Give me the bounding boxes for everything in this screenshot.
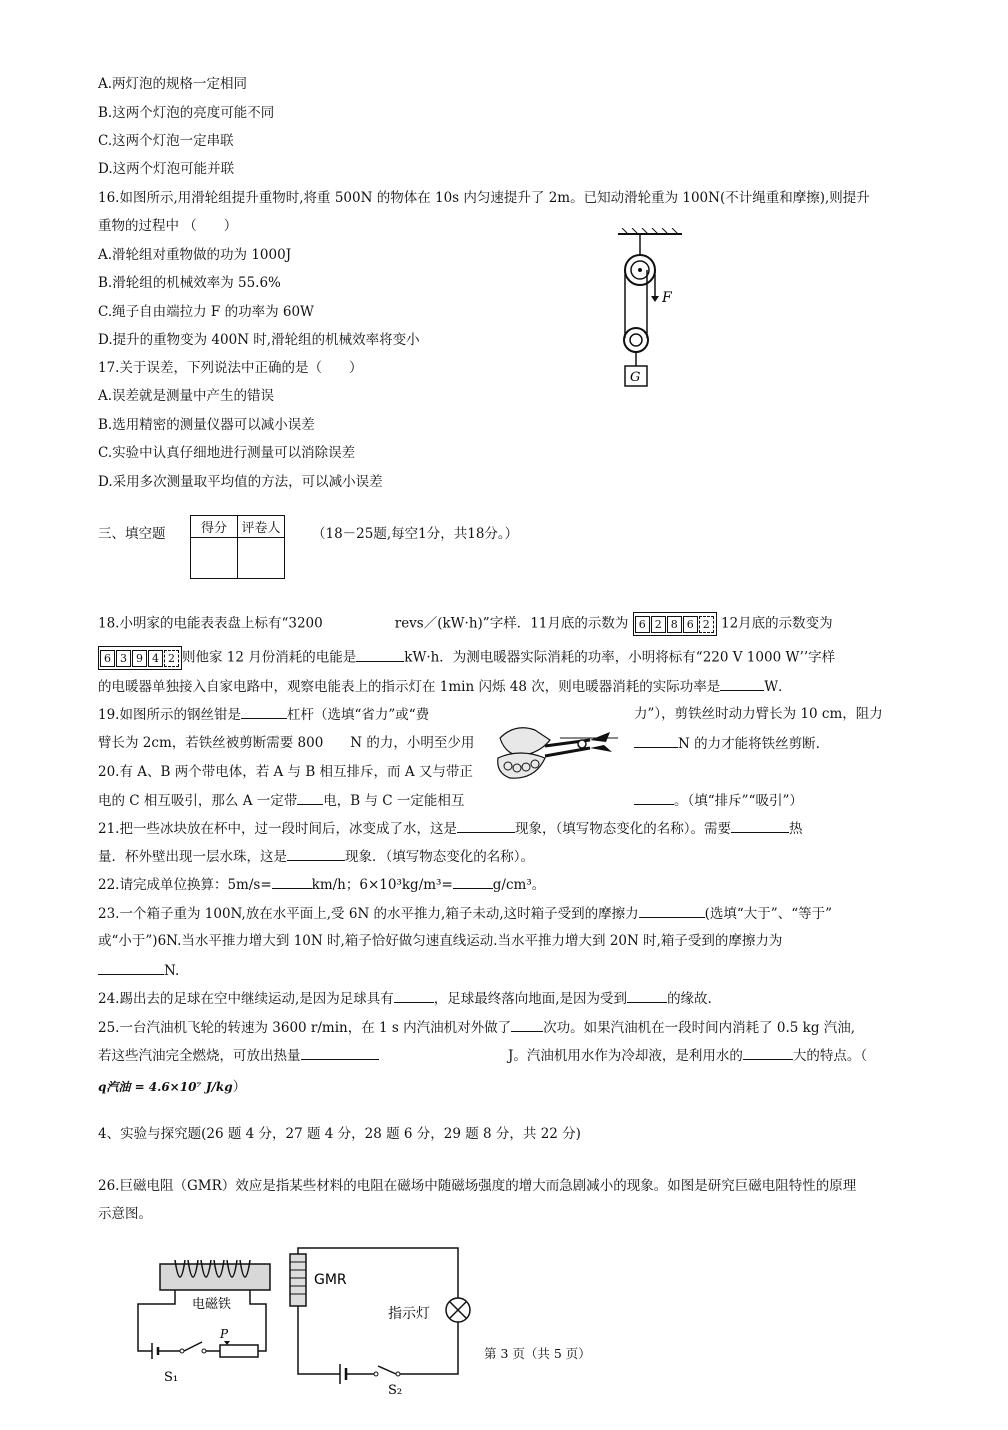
q16-stem-line1: 16.如图所示,用滑轮组提升重物时,将重 500N 的物体在 10s 内匀速提升了 2m。已知动滑轮重为 100N(不计绳重和摩擦),则提升 (98, 190, 870, 206)
q23-text-4: N. (164, 963, 180, 979)
q16-option-a: A.滑轮组对重物做的功为 1000J (98, 247, 292, 263)
q16-stem-line2: 重物的过程中 （ ） (98, 218, 238, 234)
q25-text-1: 25.一台汽油机飞轮的转速为 3600 r/min，在 1 s 内汽油机对外做了 (98, 1020, 512, 1036)
q18-text-6: 的电暖器单独接入自家电路中，观察电能表上的指示灯在 1min 闪烁 48 次，则电暖器消耗的实际功率是 (98, 679, 721, 695)
meter-digit-decimal: 2 (699, 616, 714, 633)
q25-text-5: 大的特点。（ (792, 1048, 868, 1064)
meter-digit: 3 (116, 650, 131, 667)
answer-blank[interactable] (394, 988, 434, 1003)
q24-text-2: ，足球最终落向地面,是因为受到 (433, 991, 628, 1007)
q18-line1 (98, 612, 833, 636)
answer-blank[interactable] (627, 988, 667, 1003)
meter-digit: 6 (683, 616, 698, 633)
q18-line2 (98, 646, 835, 670)
q22-line (98, 874, 545, 895)
q22-text-2: km/h；6×10³kg/m³= (311, 877, 453, 893)
answer-blank[interactable] (453, 874, 493, 889)
indicator-lamp-label: 指示灯 (388, 1306, 430, 1322)
q25-line2 (98, 1045, 379, 1066)
answer-blank[interactable] (297, 790, 323, 805)
answer-blank[interactable] (356, 647, 404, 662)
pliers-figure (490, 718, 620, 788)
q21-text-4: 量．杯外壁出现一层水珠，这是 (98, 849, 287, 865)
q20-line2 (98, 790, 464, 811)
section4-title: 4、实验与探究题(26 题 4 分，27 题 4 分，28 题 6 分，29 题 8 分，共 22 分) (98, 1126, 581, 1142)
q18-text-7: W． (764, 679, 792, 695)
q23-line2: 或“小于”)6N.当水平推力增大到 10N 时,箱子恰好做匀速直线运动.当水平推力增大到 20N 时,箱子受到的摩擦力为 (98, 933, 783, 949)
page-footer: 第 3 页（共 5 页） (484, 1346, 591, 1361)
q24-line (98, 988, 712, 1009)
section3-title: 三、填空题 (98, 526, 166, 542)
q19-line1 (98, 704, 429, 725)
q18-text-5: kW·h．为测电暖器实际消耗的功率，小明将标有“220 V 1000 W’’字样 (404, 649, 836, 666)
q25-line2-right (508, 1045, 867, 1066)
q17-option-b: B.选用精密的测量仪器可以减小误差 (98, 417, 315, 433)
answer-blank[interactable] (287, 846, 345, 861)
q16-option-b: B.滑轮组的机械效率为 55.6% (98, 275, 281, 291)
q18-text-4: 则他家 12 月份消耗的电能是 (182, 649, 357, 666)
q26-line1: 26.巨磁电阻（GMR）效应是指某些材料的电阻在磁场中随磁场强度的增大而急剧减小的现象。如图是研究巨磁电阻特性的原理 (98, 1178, 857, 1194)
meter-reading-dec (98, 646, 182, 670)
q16-option-c: C.绳子自由端拉力 F 的功率为 60W (98, 304, 314, 320)
q22-text-3: g/cm³。 (492, 877, 546, 893)
slider-p-label: P (220, 1327, 229, 1341)
q19-text-5: N 的力才能将铁丝剪断. (678, 736, 820, 752)
q23-text-1: 23.一个箱子重为 100N,放在水平面上,受 6N 的水平推力,箱子未动,这时箱子受到的摩擦力 (98, 906, 639, 922)
q25-text-4: J。汽油机用水作为冷却液，是利用水的 (508, 1048, 743, 1064)
electromagnet-label: 电磁铁 (192, 1297, 232, 1312)
gmr-circuit-figure (130, 1246, 480, 1396)
q19-text-2: 杠杆（选填“省力”或“费 (286, 707, 430, 723)
answer-blank[interactable] (634, 790, 674, 805)
q24-text-1: 24.踢出去的足球在空中继续运动,是因为足球具有 (98, 991, 394, 1007)
q23-line1 (98, 903, 832, 924)
section3-note: （18－25题,每空1分，共18分。） (312, 526, 519, 542)
q25-line3 (98, 1077, 246, 1097)
answer-blank[interactable] (98, 960, 164, 975)
answer-blank[interactable] (720, 676, 764, 691)
q21-text-3: 热 (788, 821, 803, 837)
meter-digit-decimal: 2 (164, 650, 179, 667)
q18-text-2: revs／(kW·h)”字样．11月底的示数为 (394, 615, 629, 632)
gmr-label: GMR (314, 1272, 347, 1288)
q25-text-3: 若这些汽油完全燃烧，可放出热量 (98, 1048, 301, 1064)
answer-blank[interactable] (457, 818, 515, 833)
pulley-force-label: F (662, 290, 672, 306)
q20-text-2: 电的 C 相互吸引，那么 A 一定带 (98, 793, 298, 809)
q25-line1 (98, 1017, 855, 1038)
meter-digit: 6 (635, 616, 650, 633)
q18-text-3: 12月底的示数变为 (720, 615, 833, 632)
pulley-weight-label: G (630, 370, 641, 385)
q19-line2-right (634, 733, 820, 754)
q15-option-d: D.这两个灯泡可能并联 (98, 161, 235, 177)
meter-reading-nov (633, 612, 717, 636)
score-cell (191, 538, 238, 579)
switch-s2-label: S₂ (388, 1383, 403, 1396)
meter-digit: 8 (667, 616, 682, 633)
q20-text-3: 电，B 与 C 一定能相互 (323, 793, 465, 809)
q21-text-5: 现象．（填写物态变化的名称）。 (345, 849, 534, 865)
q18-text-1: 18.小明家的电能表表盘上标有“3200 (98, 615, 323, 632)
answer-blank[interactable] (241, 704, 287, 719)
answer-blank[interactable] (634, 733, 678, 748)
q17-option-d: D.采用多次测量取平均值的方法，可以减小误差 (98, 474, 383, 490)
answer-blank[interactable] (272, 874, 312, 889)
q15-option-a: A.两灯泡的规格一定相同 (98, 76, 248, 92)
q24-text-3: 的缘故. (667, 991, 712, 1007)
answer-blank[interactable] (301, 1045, 379, 1060)
q20-text-4: 。（填“排斥”“吸引”） (674, 793, 803, 809)
q17-option-c: C.实验中认真仔细地进行测量可以消除误差 (98, 445, 356, 461)
gasoline-heat-formula: q汽油 = 4.6×10⁷ J/kg (98, 1080, 233, 1094)
q19-line1-right: 力”），剪铁丝时动力臂长为 10 cm，阻力 (634, 706, 883, 722)
q23-text-2: (选填“大于”、“等于” (704, 906, 833, 922)
q19-text-1: 19.如图所示的钢丝钳是 (98, 707, 241, 723)
q25-text-2: 次功。如果汽油机在一段时间内消耗了 0.5 kg 汽油, (543, 1020, 856, 1036)
q21-line2 (98, 846, 534, 867)
q21-line1 (98, 818, 802, 839)
meter-digit: 2 (651, 616, 666, 633)
q17-stem: 17.关于误差，下列说法中正确的是（ ） (98, 360, 363, 376)
meter-digit: 4 (148, 650, 163, 667)
grader-header: 评卷人 (238, 516, 285, 538)
score-header: 得分 (191, 516, 238, 538)
switch-s1-label: S₁ (164, 1370, 179, 1385)
q19-line2: 臂长为 2cm，若铁丝被剪断需要 800 N 的力，小明至少用 (98, 735, 475, 751)
q26-line2: 示意图。 (98, 1206, 152, 1222)
q21-text-1: 21.把一些冰块放在杯中，过一段时间后，冰变成了水，这是 (98, 821, 457, 837)
q18-line3 (98, 676, 792, 697)
answer-blank[interactable] (743, 1045, 793, 1060)
meter-digit: 6 (100, 650, 115, 667)
q23-line3 (98, 960, 179, 981)
q22-text-1: 22.请完成单位换算：5m/s= (98, 877, 272, 893)
q15-option-c: C.这两个灯泡一定串联 (98, 133, 234, 149)
answer-blank[interactable] (731, 818, 789, 833)
score-table (190, 515, 285, 579)
q17-option-a: A.误差就是测量中产生的错误 (98, 388, 275, 404)
q20-line1: 20.有 A、B 两个带电体，若 A 与 B 相互排斥，而 A 又与带正 (98, 764, 473, 780)
q16-option-d: D.提升的重物变为 400N 时,滑轮组的机械效率将变小 (98, 332, 420, 348)
answer-blank[interactable] (511, 1017, 543, 1032)
answer-blank[interactable] (639, 903, 705, 918)
pulley-figure (612, 228, 692, 390)
q25-text-6: ） (232, 1079, 247, 1095)
q21-text-2: 现象，（填写物态变化的名称）。需要 (514, 821, 731, 837)
q15-option-b: B.这两个灯泡的亮度可能不同 (98, 105, 275, 121)
meter-digit: 9 (132, 650, 147, 667)
q20-line2-right (634, 790, 803, 811)
grader-cell (238, 538, 285, 579)
